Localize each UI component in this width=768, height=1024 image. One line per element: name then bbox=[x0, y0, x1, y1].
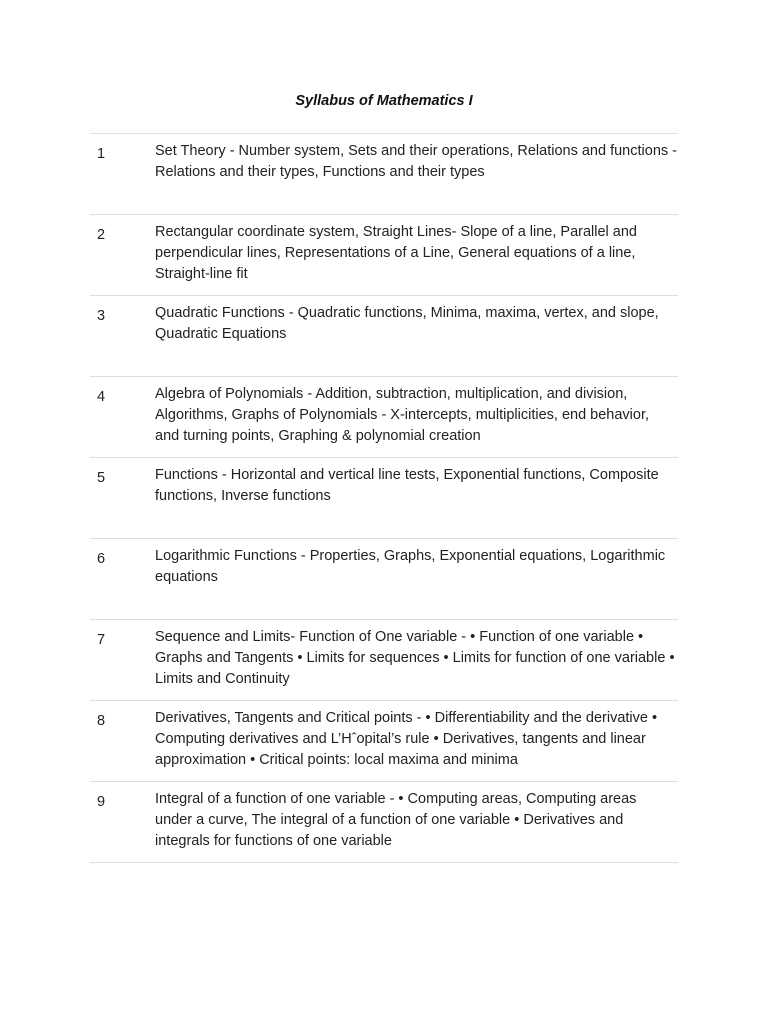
row-number: 2 bbox=[97, 227, 106, 243]
table-row bbox=[90, 296, 678, 377]
row-number: 8 bbox=[97, 713, 106, 729]
table-row bbox=[90, 377, 678, 458]
table-row bbox=[90, 701, 678, 782]
row-number: 6 bbox=[97, 551, 106, 567]
document-title: Syllabus of Mathematics I bbox=[295, 93, 473, 109]
row-number: 1 bbox=[97, 146, 106, 162]
table-row bbox=[90, 782, 678, 863]
row-description: Quadratic Functions - Quadratic functions, Minima, maxima, vertex, and slope, Quadratic Equations bbox=[155, 305, 659, 342]
row-number: 3 bbox=[97, 308, 106, 324]
row-number: 4 bbox=[97, 389, 106, 405]
row-description: Derivatives, Tangents and Critical points - • Differentiability and the derivative • Computing derivatives and L’Hˆopital’s rule • Derivatives, tangents and linear approximation • Critical points: local maxima and minima bbox=[155, 710, 658, 768]
row-description: Algebra of Polynomials - Addition, subtraction, multiplication, and division, Algorithms, Graphs of Polynomials - X-intercepts, multiplicities, end behavior, and turning points, Graphing & polynomial creation bbox=[155, 386, 650, 444]
row-number: 5 bbox=[97, 470, 106, 486]
row-number: 7 bbox=[97, 632, 106, 648]
table-row bbox=[90, 458, 678, 539]
row-description: Logarithmic Functions - Properties, Graphs, Exponential equations, Logarithmic equations bbox=[155, 548, 666, 585]
table-row bbox=[90, 215, 678, 296]
syllabus-table bbox=[90, 133, 678, 863]
row-description: Sequence and Limits- Function of One variable - • Function of one variable • Graphs and Tangents • Limits for sequences • Limits for function of one variable • Limits and Continuity bbox=[155, 629, 675, 687]
row-description: Rectangular coordinate system, Straight Lines- Slope of a line, Parallel and perpendicular lines, Representations of a Line, General equations of a line, Straight-line fit bbox=[155, 224, 637, 282]
row-description: Set Theory - Number system, Sets and their operations, Relations and functions - Relations and their types, Functions and their types bbox=[155, 143, 677, 180]
table-row bbox=[90, 134, 678, 215]
row-number: 9 bbox=[97, 794, 106, 810]
table-row bbox=[90, 620, 678, 701]
row-description: Functions - Horizontal and vertical line tests, Exponential functions, Composite functions, Inverse functions bbox=[155, 467, 659, 504]
table-row bbox=[90, 539, 678, 620]
row-description: Integral of a function of one variable - • Computing areas, Computing areas under a curve, The integral of a function of one variable • Derivatives and integrals for functions of one variable bbox=[155, 791, 637, 849]
